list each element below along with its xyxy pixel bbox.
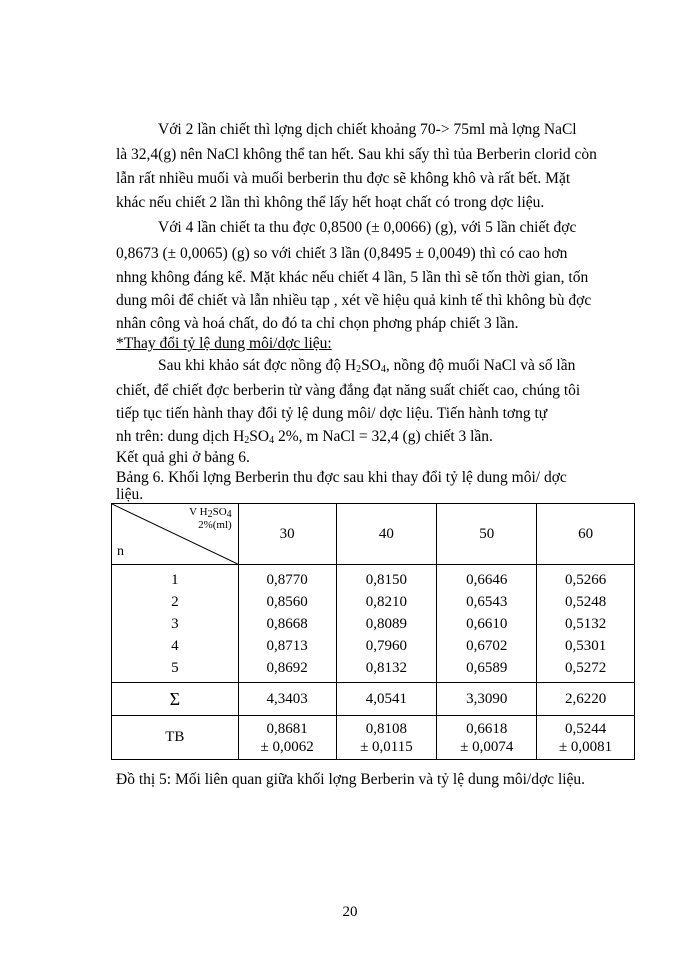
table-header-row — [112, 504, 635, 565]
row-labels-cell — [112, 565, 239, 683]
paragraph-2-line-5: nhân công và hoá chất, do đó ta chỉ chọn phơng pháp chiết 3 lần. — [116, 315, 519, 332]
data-column-30 — [238, 565, 336, 683]
table-data-block — [112, 565, 635, 683]
results-table — [111, 503, 635, 760]
paragraph-3-line-4: nh trên: dung dịch $H_2SO_4$ 2%, m NaCl = 32,4 (g) chiết 3 lần. — [116, 428, 493, 446]
row-label: 3 — [171, 616, 179, 632]
section-heading: *Thay đổi tỷ lệ dung môi/dợc liệu: — [116, 335, 332, 352]
column-header: 30 — [238, 504, 336, 565]
data-column-60 — [537, 565, 635, 683]
table-cell: 0,8560 — [266, 594, 308, 610]
table-cell: 0,5132 — [564, 616, 607, 632]
table-cell: 0,5266 — [564, 572, 607, 588]
paragraph-1-line-4: khác nếu chiết 2 lần thì không thể lấy hết hoạt chất có trong dợc liệu. — [116, 194, 545, 211]
table-cell: 0,8150 — [365, 572, 408, 588]
row-label: 1 — [171, 572, 179, 588]
table-cell: 0,5272 — [564, 660, 607, 676]
column-header: 40 — [336, 504, 437, 565]
average-row — [112, 716, 635, 760]
row-variable-label: n — [117, 544, 124, 559]
average-cell: 0,8681 ± 0,0062 — [238, 716, 336, 760]
average-cell: 0,8108 ± 0,0115 — [336, 716, 437, 760]
average-label: TB — [112, 716, 239, 760]
paragraph-3-line-3: tiếp tục tiến hành thay đổi tỷ lệ dung môi/ dợc liệu. Tiến hành tơng tự — [116, 405, 548, 422]
sum-cell: 2,6220 — [537, 683, 635, 716]
paragraph-2-line-4: dung môi để chiết và lẫn nhiều tạp , xét về hiệu quả kinh tế thì không bù đợc — [116, 292, 592, 309]
table-cell: 0,6610 — [466, 616, 508, 632]
sum-cell: 4,3403 — [238, 683, 336, 716]
sum-cell: 4,0541 — [336, 683, 437, 716]
table-cell: 0,8668 — [266, 616, 308, 632]
paragraph-3-line-5: Kết quả ghi ở bảng 6. — [116, 449, 250, 466]
data-column-50 — [437, 565, 537, 683]
average-cell: 0,5244 ± 0,0081 — [537, 716, 635, 760]
page-number: 20 — [342, 904, 358, 920]
table-cell: 0,8713 — [266, 638, 308, 654]
sum-cell: 3,3090 — [437, 683, 537, 716]
data-column-40 — [336, 565, 437, 683]
paragraph-3-line-2: chiết, để chiết đợc berberin từ vàng đắng đạt năng suất chiết cao, chúng tôi — [116, 382, 581, 399]
graph-caption: Đồ thị 5: Mối liên quan giữa khối lợng Berberin và tỷ lệ dung môi/dợc liệu. — [116, 771, 586, 788]
table-cell: 0,8132 — [365, 660, 408, 676]
table-cell: 0,8210 — [365, 594, 408, 610]
column-variable-label: V $H_2SO_4$ 2%(ml) — [189, 506, 232, 531]
table-cell: 0,8692 — [266, 660, 308, 676]
row-label: 5 — [171, 660, 179, 676]
table-cell: 0,6646 — [466, 572, 508, 588]
table-cell: 0,8089 — [365, 616, 408, 632]
row-label: 4 — [171, 638, 179, 654]
paragraph-1-line-1: Với 2 lần chiết thì lợng dịch chiết khoảng 70-> 75ml mà lợng NaCl — [158, 121, 577, 138]
table-cell: 0,7960 — [365, 638, 408, 654]
table-caption-line-2: liệu. — [116, 486, 144, 503]
table-cell: 0,6589 — [466, 660, 508, 676]
paragraph-2-line-3: nhng không đáng kể. Mặt khác nếu chiết 4 lần, 5 lần thì sẽ tốn thời gian, tốn — [116, 269, 589, 286]
table-caption-line-1: Bảng 6. Khối lợng Berberin thu đợc sau khi thay đổi tỷ lệ dung môi/ dợc — [116, 469, 567, 486]
table-cell: 0,8770 — [266, 572, 308, 588]
average-cell: 0,6618 ± 0,0074 — [437, 716, 537, 760]
sum-label: Σ — [112, 683, 239, 716]
table-cell: 0,5301 — [564, 638, 607, 654]
sum-row — [112, 683, 635, 716]
table-cell: 0,6702 — [466, 638, 508, 654]
paragraph-3-line-1: Sau khi khảo sát đợc nồng độ $H_2SO_4$, nồng độ muối NaCl và số lần — [158, 357, 576, 375]
row-label: 2 — [171, 594, 179, 610]
paragraph-2-line-2: 0,8673 (± 0,0065) (g) so với chiết 3 lần (0,8495 ± 0,0049) thì có cao hơn — [116, 245, 568, 262]
paragraph-1-line-3: lẫn rất nhiều muối và muối berberin thu đợc sẽ không khô và rất bết. Mặt — [116, 170, 571, 187]
table-corner-cell — [112, 504, 239, 565]
paragraph-2-line-1: Với 4 lần chiết ta thu đợc 0,8500 (± 0,0066) (g), với 5 lần chiết đợc — [158, 219, 577, 236]
column-header: 50 — [437, 504, 537, 565]
paragraph-1-line-2: là 32,4(g) nên NaCl không thể tan hết. Sau khi sấy thì tủa Berberin clorid còn — [116, 146, 597, 163]
table-cell: 0,5248 — [564, 594, 607, 610]
table-cell: 0,6543 — [466, 594, 508, 610]
column-header: 60 — [537, 504, 635, 565]
